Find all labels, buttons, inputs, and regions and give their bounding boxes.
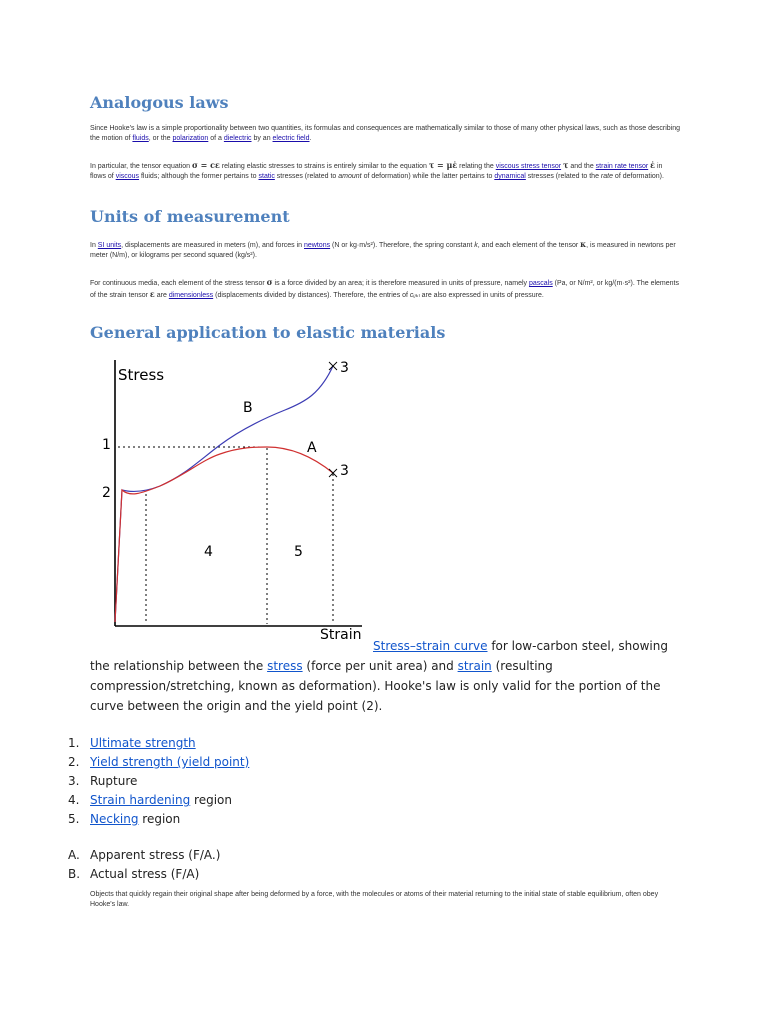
link-viscous[interactable]: viscous <box>115 173 140 180</box>
link-ultimate-strength[interactable]: Ultimate strength <box>90 736 196 750</box>
numbered-list <box>68 734 249 829</box>
heading-general-application: General application to elastic materials <box>90 323 446 342</box>
text: stresses (related to <box>274 173 339 180</box>
link-strain-rate-tensor[interactable]: strain rate tensor <box>595 163 649 170</box>
link-dynamical[interactable]: dynamical <box>494 173 526 180</box>
text: of a <box>208 135 224 142</box>
list-item <box>68 846 220 865</box>
label-stress: Stress <box>118 366 165 384</box>
label-yield-2: 2 <box>102 485 111 501</box>
text: (N or kg·m/s²). Therefore, the spring constant <box>330 242 475 249</box>
rupture-mark-top <box>329 362 337 370</box>
text: (Pa, or N/m², or kg/(m·s²). The elements of the strain tensor <box>90 280 679 299</box>
emphasis-amount: amount <box>338 173 362 180</box>
text: stresses (related to the <box>525 173 601 180</box>
list-item <box>68 865 220 884</box>
list-item <box>68 791 249 810</box>
text: . <box>309 135 312 142</box>
link-fluids[interactable]: fluids <box>132 135 149 142</box>
link-dielectric[interactable]: dielectric <box>223 135 252 142</box>
text: relating the <box>457 163 496 170</box>
link-strain-hardening[interactable]: Strain hardening <box>90 793 191 807</box>
symbol-epsilon-dot: ε̇ <box>650 160 656 170</box>
emphasis-k: k <box>474 242 478 249</box>
list-marker: 3. <box>68 774 80 788</box>
paragraph-units-1 <box>90 239 680 261</box>
text: (displacements divided by distances). Therefore, the entries of <box>213 292 410 299</box>
label-ultimate-1: 1 <box>102 437 111 453</box>
paragraph-analogous-2 <box>90 160 680 182</box>
symbol-sigma: σ <box>266 277 273 287</box>
text: are also expressed in units of pressure. <box>419 292 544 299</box>
text: In particular, the tensor equation <box>90 163 192 170</box>
list-text: region <box>190 793 232 807</box>
text: are <box>154 292 169 299</box>
symbol-tau: τ <box>563 160 569 170</box>
text: Since Hooke's law is a simple proportionality between two quantities, its formulas and consequences are mathematically similar to those of many other physical laws, such as those describing the motion of <box>90 125 681 142</box>
list-marker: 4. <box>68 793 80 807</box>
text: , is measured in newtons per meter (N/m), or kilograms per second squared (kg/s²). <box>90 242 676 259</box>
link-necking[interactable]: Necking <box>90 812 139 826</box>
paragraph-analogous-1 <box>90 124 680 144</box>
equation-hooke-tensor: σ = cε <box>191 160 220 170</box>
label-rupture-3-mid: 3 <box>340 463 349 479</box>
link-stress[interactable]: stress <box>267 659 303 673</box>
text: for low-carbon steel, showing the relationship between the <box>90 639 668 673</box>
link-polarization[interactable]: polarization <box>172 135 209 142</box>
equation-viscous: τ = με̇ <box>428 160 458 170</box>
label-strain: Strain <box>320 627 362 642</box>
link-yield-strength[interactable]: Yield strength (yield point) <box>90 755 250 769</box>
list-text: Rupture <box>90 774 138 788</box>
text: , and each element of the tensor <box>477 242 581 249</box>
label-region-5: 5 <box>294 544 303 560</box>
list-marker: 1. <box>68 736 80 750</box>
link-strain[interactable]: strain <box>457 659 492 673</box>
heading-units-of-measurement: Units of measurement <box>90 207 290 226</box>
paragraph-footer: Objects that quickly regain their original shape after being deformed by a force, with the molecules or atoms of their material returning to the initial state of stable equilibrium, often obey Hooke's law. <box>90 891 659 908</box>
text: relating elastic stresses to strains is entirely similar to the equation <box>219 163 429 170</box>
list-item <box>68 772 249 791</box>
text: (resulting compression/stretching, known as deformation). Hooke's law is only valid for the portion of the curve between the origin and the yield point (2). <box>90 659 661 713</box>
text: (force per unit area) and <box>302 659 458 673</box>
label-rupture-3-top: 3 <box>340 360 349 376</box>
text: and the <box>568 163 596 170</box>
list-marker: 2. <box>68 755 80 769</box>
list-item <box>68 753 249 772</box>
label-curve-B: B <box>243 400 253 416</box>
label-region-4: 4 <box>204 544 213 560</box>
link-stress-strain-curve[interactable]: Stress–strain curve <box>373 639 488 653</box>
text: , or the <box>148 135 173 142</box>
link-si-units[interactable]: SI units <box>97 242 122 249</box>
text: In <box>90 242 98 249</box>
list-text: Apparent stress (F/A.) <box>90 848 221 862</box>
emphasis-cijkl: cᵢⱼₖₗ <box>409 292 420 299</box>
list-marker: A. <box>68 848 80 862</box>
link-pascals[interactable]: pascals <box>528 280 553 287</box>
stress-strain-figure <box>90 352 380 642</box>
text: by an <box>251 135 273 142</box>
emphasis-rate: rate <box>600 173 613 180</box>
link-dimensionless[interactable]: dimensionless <box>168 292 214 299</box>
paragraph-units-2 <box>90 277 680 301</box>
curve-apparent-stress <box>115 447 333 622</box>
link-electric-field[interactable]: electric field <box>272 135 310 142</box>
symbol-kappa: κ <box>580 239 587 249</box>
list-marker: 5. <box>68 812 80 826</box>
link-static[interactable]: static <box>258 173 275 180</box>
symbol-epsilon: ε <box>149 289 155 299</box>
heading-analogous-laws: Analogous laws <box>90 93 229 112</box>
label-curve-A: A <box>307 440 317 456</box>
text: fluids; although the former pertains to <box>139 173 259 180</box>
list-item <box>68 810 249 829</box>
text: is a force divided by an area; it is therefore measured in units of pressure, namely <box>272 280 529 287</box>
link-newtons[interactable]: newtons <box>304 242 331 249</box>
text: of deformation) while the latter pertains to <box>361 173 495 180</box>
list-text: Actual stress (F/A) <box>90 867 200 881</box>
text: , displacements are measured in meters (m), and forces in <box>121 242 305 249</box>
list-text: region <box>138 812 181 826</box>
list-item <box>68 734 249 753</box>
text: of deformation). <box>612 173 664 180</box>
lettered-list <box>68 846 220 884</box>
text: For continuous media, each element of the stress tensor <box>90 280 267 287</box>
link-viscous-stress-tensor[interactable]: viscous stress tensor <box>495 163 562 170</box>
figure-caption <box>90 636 690 716</box>
list-marker: B. <box>68 867 81 881</box>
curve-actual-stress <box>115 366 333 622</box>
text: in flows of <box>90 163 663 180</box>
